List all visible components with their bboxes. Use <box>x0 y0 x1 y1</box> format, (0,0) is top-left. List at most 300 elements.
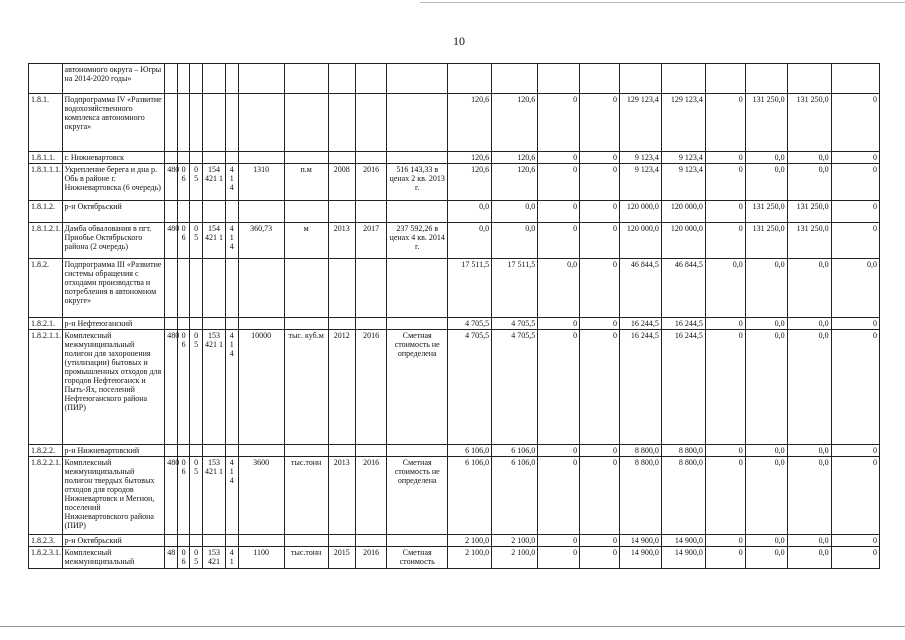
cell-v7: 0 <box>705 445 745 457</box>
cell-v10: 0 <box>831 445 879 457</box>
cell-v6: 16 244,5 <box>661 330 705 445</box>
cell-c3 <box>190 445 203 457</box>
cell-v7: 0 <box>705 152 745 164</box>
cell-cost <box>387 64 448 94</box>
cell-v2: 6 106,0 <box>492 457 538 535</box>
cell-v1: 17 511,5 <box>448 259 492 318</box>
cell-v1: 0,0 <box>448 223 492 259</box>
cell-v3: 0 <box>538 330 580 445</box>
cell-v5: 16 244,5 <box>619 330 661 445</box>
cell-v2: 4 705,5 <box>492 330 538 445</box>
cell-c2 <box>177 318 190 330</box>
cell-v1: 6 106,0 <box>448 457 492 535</box>
cell-c2 <box>177 64 190 94</box>
cell-cost <box>387 259 448 318</box>
cell-end <box>355 259 386 318</box>
cell-v7: 0 <box>705 201 745 223</box>
cell-v3: 0 <box>538 318 580 330</box>
cell-v6: 16 244,5 <box>661 318 705 330</box>
cell-c3 <box>190 259 203 318</box>
cell-v8: 131 250,0 <box>745 94 787 152</box>
cell-unit: п.м <box>284 164 328 201</box>
cell-v6: 8 800,0 <box>661 445 705 457</box>
cell-end <box>355 64 386 94</box>
cell-name: г. Нижневартовск <box>62 152 165 164</box>
cell-v6 <box>661 64 705 94</box>
cell-v8: 0,0 <box>745 152 787 164</box>
cell-v7: 0 <box>705 223 745 259</box>
cell-v9: 0,0 <box>787 535 831 547</box>
cell-v1: 120,6 <box>448 94 492 152</box>
cell-c1: 480 <box>165 457 178 535</box>
cell-v9: 0,0 <box>787 330 831 445</box>
cell-c4 <box>202 535 225 547</box>
cell-v8: 131 250,0 <box>745 223 787 259</box>
cell-v6: 8 800,0 <box>661 457 705 535</box>
cell-v4: 0 <box>580 223 620 259</box>
cell-name: Комплексный межмуниципальный <box>62 547 165 569</box>
cell-num: 1.8.2. <box>29 259 63 318</box>
cell-v7: 0 <box>705 547 745 569</box>
cell-c5 <box>225 535 238 547</box>
cell-v7 <box>705 64 745 94</box>
cell-v8: 131 250,0 <box>745 201 787 223</box>
cell-v4: 0 <box>580 547 620 569</box>
cell-c1: 480 <box>165 164 178 201</box>
cell-v10: 0 <box>831 223 879 259</box>
cell-v1: 2 100,0 <box>448 547 492 569</box>
cell-cost: Сметная стоимость не определена <box>387 457 448 535</box>
cell-cap <box>238 64 284 94</box>
cell-v7: 0 <box>705 94 745 152</box>
cell-v4 <box>580 64 620 94</box>
cell-v3: 0,0 <box>538 259 580 318</box>
cell-c3: 0 5 <box>190 547 203 569</box>
cell-name: Укрепление берега и дна р. Обь в районе г. Нижневартовска (6 очередь) <box>62 164 165 201</box>
cell-v6: 129 123,4 <box>661 94 705 152</box>
cell-c3 <box>190 64 203 94</box>
cell-v10: 0 <box>831 152 879 164</box>
cell-v6: 46 844,5 <box>661 259 705 318</box>
cell-v6: 14 900,0 <box>661 547 705 569</box>
cell-name: Подпрограмма IV «Развитие водохозяйственного комплекса автономного округа» <box>62 94 165 152</box>
cell-c4 <box>202 445 225 457</box>
cell-v4: 0 <box>580 259 620 318</box>
cell-cap <box>238 445 284 457</box>
cell-v2: 0,0 <box>492 201 538 223</box>
cell-cost <box>387 94 448 152</box>
cell-c2: 0 6 <box>177 223 190 259</box>
cell-c4 <box>202 259 225 318</box>
cell-cost: 516 143,33 в ценах 2 кв. 2013 г. <box>387 164 448 201</box>
cell-cap: 1100 <box>238 547 284 569</box>
cell-end: 2016 <box>355 457 386 535</box>
scan-edge-top <box>420 2 905 3</box>
cell-start <box>328 318 355 330</box>
cell-v8: 0,0 <box>745 259 787 318</box>
cell-unit <box>284 318 328 330</box>
cell-v10: 0 <box>831 535 879 547</box>
cell-v7: 0 <box>705 164 745 201</box>
cell-v1: 120,6 <box>448 164 492 201</box>
cell-unit: тыс.тонн <box>284 457 328 535</box>
cell-v3: 0 <box>538 535 580 547</box>
cell-unit: тыс. куб.м <box>284 330 328 445</box>
cell-name: автономного округа – Югры на 2014-2020 годы» <box>62 64 165 94</box>
cell-cap <box>238 259 284 318</box>
cell-v2: 17 511,5 <box>492 259 538 318</box>
cell-num: 1.8.2.3. <box>29 535 63 547</box>
cell-v3: 0 <box>538 457 580 535</box>
cell-v2 <box>492 64 538 94</box>
cell-start: 2012 <box>328 330 355 445</box>
cell-v8: 0,0 <box>745 164 787 201</box>
cell-v8 <box>745 64 787 94</box>
cell-c5 <box>225 152 238 164</box>
table-row <box>29 259 880 318</box>
cell-v3: 0 <box>538 223 580 259</box>
cell-c2 <box>177 94 190 152</box>
cell-c5: 4 1 4 <box>225 164 238 201</box>
cell-v5: 8 800,0 <box>619 457 661 535</box>
cell-v3: 0 <box>538 152 580 164</box>
cell-v5: 9 123,4 <box>619 152 661 164</box>
cell-unit <box>284 201 328 223</box>
table-row <box>29 330 880 445</box>
cell-v3: 0 <box>538 547 580 569</box>
cell-end: 2017 <box>355 223 386 259</box>
cell-num: 1.8.2.1. <box>29 318 63 330</box>
cell-v7: 0,0 <box>705 259 745 318</box>
cell-num: 1.8.2.1.1. <box>29 330 63 445</box>
cell-start <box>328 259 355 318</box>
cell-v1: 4 705,5 <box>448 330 492 445</box>
cell-v6: 9 123,4 <box>661 164 705 201</box>
cell-v9: 0,0 <box>787 318 831 330</box>
cell-c3 <box>190 201 203 223</box>
cell-name: Дамба обвалования в пгт. Приобье Октябрьского района (2 очередь) <box>62 223 165 259</box>
cell-v1: 0,0 <box>448 201 492 223</box>
cell-name: р-н Октябрьский <box>62 201 165 223</box>
cell-v9: 0,0 <box>787 445 831 457</box>
cell-c1 <box>165 152 178 164</box>
cell-cost <box>387 201 448 223</box>
cell-c3 <box>190 535 203 547</box>
cell-v9: 131 250,0 <box>787 223 831 259</box>
cell-v5: 14 900,0 <box>619 535 661 547</box>
cell-v4: 0 <box>580 457 620 535</box>
cell-unit <box>284 64 328 94</box>
cell-unit <box>284 152 328 164</box>
cell-v10: 0 <box>831 164 879 201</box>
cell-v1 <box>448 64 492 94</box>
cell-num: 1.8.2.2.1. <box>29 457 63 535</box>
cell-v8: 0,0 <box>745 330 787 445</box>
table-row <box>29 318 880 330</box>
table-row <box>29 535 880 547</box>
cell-v3: 0 <box>538 201 580 223</box>
cell-v10: 0 <box>831 457 879 535</box>
cell-v1: 6 106,0 <box>448 445 492 457</box>
scan-edge-bottom <box>0 626 905 627</box>
cell-v2: 120,6 <box>492 94 538 152</box>
cell-c1 <box>165 318 178 330</box>
cell-num: 1.8.1.1. <box>29 152 63 164</box>
cell-v9: 0,0 <box>787 164 831 201</box>
cell-cap <box>238 201 284 223</box>
cell-v10: 0 <box>831 330 879 445</box>
cell-start: 2013 <box>328 457 355 535</box>
cell-c3: 0 5 <box>190 223 203 259</box>
cell-cap: 10000 <box>238 330 284 445</box>
cell-c5 <box>225 201 238 223</box>
cell-num: 1.8.2.2. <box>29 445 63 457</box>
cell-v5 <box>619 64 661 94</box>
cell-c5: 4 1 4 <box>225 223 238 259</box>
cell-name: Подпрограмма III «Развитие системы обращения с отходами производства и потребления в автономном округе» <box>62 259 165 318</box>
cell-c3 <box>190 152 203 164</box>
cell-c1 <box>165 94 178 152</box>
cell-v6: 120 000,0 <box>661 223 705 259</box>
cell-cost <box>387 318 448 330</box>
cell-unit <box>284 259 328 318</box>
cell-v4: 0 <box>580 201 620 223</box>
cell-name: р-н Нефтеюганский <box>62 318 165 330</box>
cell-start <box>328 445 355 457</box>
cell-end <box>355 318 386 330</box>
cell-cost <box>387 535 448 547</box>
cell-start: 2015 <box>328 547 355 569</box>
cell-v4: 0 <box>580 535 620 547</box>
cell-cap <box>238 318 284 330</box>
cell-c5 <box>225 259 238 318</box>
cell-cap <box>238 535 284 547</box>
cell-c5 <box>225 318 238 330</box>
cell-v5: 129 123,4 <box>619 94 661 152</box>
cell-v8: 0,0 <box>745 457 787 535</box>
cell-v2: 120,6 <box>492 152 538 164</box>
cell-c1: 48 <box>165 547 178 569</box>
cell-end <box>355 94 386 152</box>
cell-end <box>355 201 386 223</box>
cell-cap <box>238 94 284 152</box>
cell-v3 <box>538 64 580 94</box>
budget-table <box>28 63 880 569</box>
table-row <box>29 445 880 457</box>
cell-cap <box>238 152 284 164</box>
cell-v8: 0,0 <box>745 547 787 569</box>
cell-c4 <box>202 64 225 94</box>
page-number: 10 <box>453 34 465 48</box>
cell-v10: 0,0 <box>831 259 879 318</box>
cell-c1 <box>165 64 178 94</box>
cell-c1 <box>165 259 178 318</box>
cell-v2: 120,6 <box>492 164 538 201</box>
cell-start <box>328 94 355 152</box>
cell-end <box>355 535 386 547</box>
cell-c5: 4 1 4 <box>225 457 238 535</box>
cell-c2: 0 6 <box>177 547 190 569</box>
cell-c5 <box>225 94 238 152</box>
cell-c4: 154 421 1 <box>202 223 225 259</box>
cell-start: 2013 <box>328 223 355 259</box>
cell-v5: 46 844,5 <box>619 259 661 318</box>
cell-v8: 0,0 <box>745 445 787 457</box>
cell-cost <box>387 445 448 457</box>
cell-start <box>328 152 355 164</box>
cell-v4: 0 <box>580 318 620 330</box>
cell-c3 <box>190 94 203 152</box>
cell-c4: 154 421 1 <box>202 164 225 201</box>
cell-end: 2016 <box>355 164 386 201</box>
cell-num: 1.8.2.3.1. <box>29 547 63 569</box>
cell-v6: 9 123,4 <box>661 152 705 164</box>
cell-c3: 0 5 <box>190 457 203 535</box>
cell-c4: 153 421 <box>202 547 225 569</box>
cell-c2: 0 6 <box>177 164 190 201</box>
cell-v2: 0,0 <box>492 223 538 259</box>
cell-v9: 0,0 <box>787 547 831 569</box>
cell-v9: 0,0 <box>787 457 831 535</box>
cell-cost <box>387 152 448 164</box>
cell-v2: 4 705,5 <box>492 318 538 330</box>
cell-unit: тыс.тонн <box>284 547 328 569</box>
cell-v7: 0 <box>705 457 745 535</box>
cell-cost: Сметная стоимость <box>387 547 448 569</box>
cell-num <box>29 64 63 94</box>
table-row <box>29 164 880 201</box>
cell-v5: 8 800,0 <box>619 445 661 457</box>
cell-v6: 14 900,0 <box>661 535 705 547</box>
cell-cost: 237 592,26 в ценах 4 кв. 2014 г. <box>387 223 448 259</box>
cell-unit: м <box>284 223 328 259</box>
cell-c1: 480 <box>165 330 178 445</box>
cell-start <box>328 535 355 547</box>
cell-c5 <box>225 64 238 94</box>
cell-v4: 0 <box>580 94 620 152</box>
cell-c2: 0 6 <box>177 330 190 445</box>
cell-v4: 0 <box>580 330 620 445</box>
cell-end <box>355 152 386 164</box>
cell-num: 1.8.1.2.1. <box>29 223 63 259</box>
cell-v10 <box>831 64 879 94</box>
cell-c4 <box>202 318 225 330</box>
cell-v9: 131 250,0 <box>787 201 831 223</box>
cell-v4: 0 <box>580 152 620 164</box>
cell-v5: 120 000,0 <box>619 223 661 259</box>
cell-cost: Сметная стоимость не определена <box>387 330 448 445</box>
cell-v7: 0 <box>705 330 745 445</box>
cell-v2: 6 106,0 <box>492 445 538 457</box>
cell-c4: 153 421 1 <box>202 457 225 535</box>
cell-unit <box>284 535 328 547</box>
cell-v9: 0,0 <box>787 259 831 318</box>
cell-c2 <box>177 535 190 547</box>
cell-v8: 0,0 <box>745 318 787 330</box>
cell-v5: 120 000,0 <box>619 201 661 223</box>
cell-unit <box>284 94 328 152</box>
cell-name: Комплексный межмуниципальный полигон твердых бытовых отходов для городов Нижневартовск и Мегион, поселений Нижневартовского района (ПИР) <box>62 457 165 535</box>
cell-v8: 0,0 <box>745 535 787 547</box>
cell-v10: 0 <box>831 318 879 330</box>
cell-c1 <box>165 535 178 547</box>
cell-c2 <box>177 152 190 164</box>
cell-v10: 0 <box>831 201 879 223</box>
cell-cap: 1310 <box>238 164 284 201</box>
cell-v3: 0 <box>538 445 580 457</box>
cell-v2: 2 100,0 <box>492 547 538 569</box>
cell-c4 <box>202 152 225 164</box>
cell-v4: 0 <box>580 164 620 201</box>
cell-c4 <box>202 201 225 223</box>
cell-end <box>355 445 386 457</box>
cell-unit <box>284 445 328 457</box>
cell-v1: 2 100,0 <box>448 535 492 547</box>
cell-end: 2016 <box>355 330 386 445</box>
cell-c1: 480 <box>165 223 178 259</box>
cell-v5: 9 123,4 <box>619 164 661 201</box>
cell-start <box>328 201 355 223</box>
cell-v9: 131 250,0 <box>787 94 831 152</box>
cell-v5: 16 244,5 <box>619 318 661 330</box>
table-row <box>29 152 880 164</box>
cell-v10: 0 <box>831 94 879 152</box>
cell-v2: 2 100,0 <box>492 535 538 547</box>
cell-c5 <box>225 445 238 457</box>
cell-v1: 4 705,5 <box>448 318 492 330</box>
cell-num: 1.8.1.1.1. <box>29 164 63 201</box>
table-row <box>29 64 880 94</box>
cell-v7: 0 <box>705 535 745 547</box>
cell-v9 <box>787 64 831 94</box>
cell-c2 <box>177 445 190 457</box>
cell-v10: 0 <box>831 547 879 569</box>
cell-c2 <box>177 259 190 318</box>
cell-c4 <box>202 94 225 152</box>
cell-c5: 4 1 4 <box>225 330 238 445</box>
cell-v7: 0 <box>705 318 745 330</box>
cell-v5: 14 900,0 <box>619 547 661 569</box>
cell-v1: 120,6 <box>448 152 492 164</box>
cell-name: Комплексный межмуниципальный полигон для захоронения (утилизации) бытовых и промышленных отходов для городов Нефтеюганск и Пыть-Ях, поселений Нефтеюганского района (ПИР) <box>62 330 165 445</box>
cell-end: 2016 <box>355 547 386 569</box>
cell-start <box>328 64 355 94</box>
cell-c1 <box>165 201 178 223</box>
cell-name: р-н Октябрьский <box>62 535 165 547</box>
cell-cap: 3600 <box>238 457 284 535</box>
cell-num: 1.8.1. <box>29 94 63 152</box>
cell-cap: 360,73 <box>238 223 284 259</box>
cell-name: р-н Нижневартовский <box>62 445 165 457</box>
cell-start: 2008 <box>328 164 355 201</box>
cell-v9: 0,0 <box>787 152 831 164</box>
cell-c5: 4 1 <box>225 547 238 569</box>
table-row <box>29 457 880 535</box>
table-row <box>29 201 880 223</box>
cell-c2: 0 6 <box>177 457 190 535</box>
cell-c2 <box>177 201 190 223</box>
cell-v4: 0 <box>580 445 620 457</box>
table-row <box>29 547 880 569</box>
cell-c4: 153 421 1 <box>202 330 225 445</box>
cell-c3: 0 5 <box>190 164 203 201</box>
cell-v3: 0 <box>538 94 580 152</box>
cell-c3: 0 5 <box>190 330 203 445</box>
cell-c1 <box>165 445 178 457</box>
table-row <box>29 223 880 259</box>
table-row <box>29 94 880 152</box>
cell-v6: 120 000,0 <box>661 201 705 223</box>
